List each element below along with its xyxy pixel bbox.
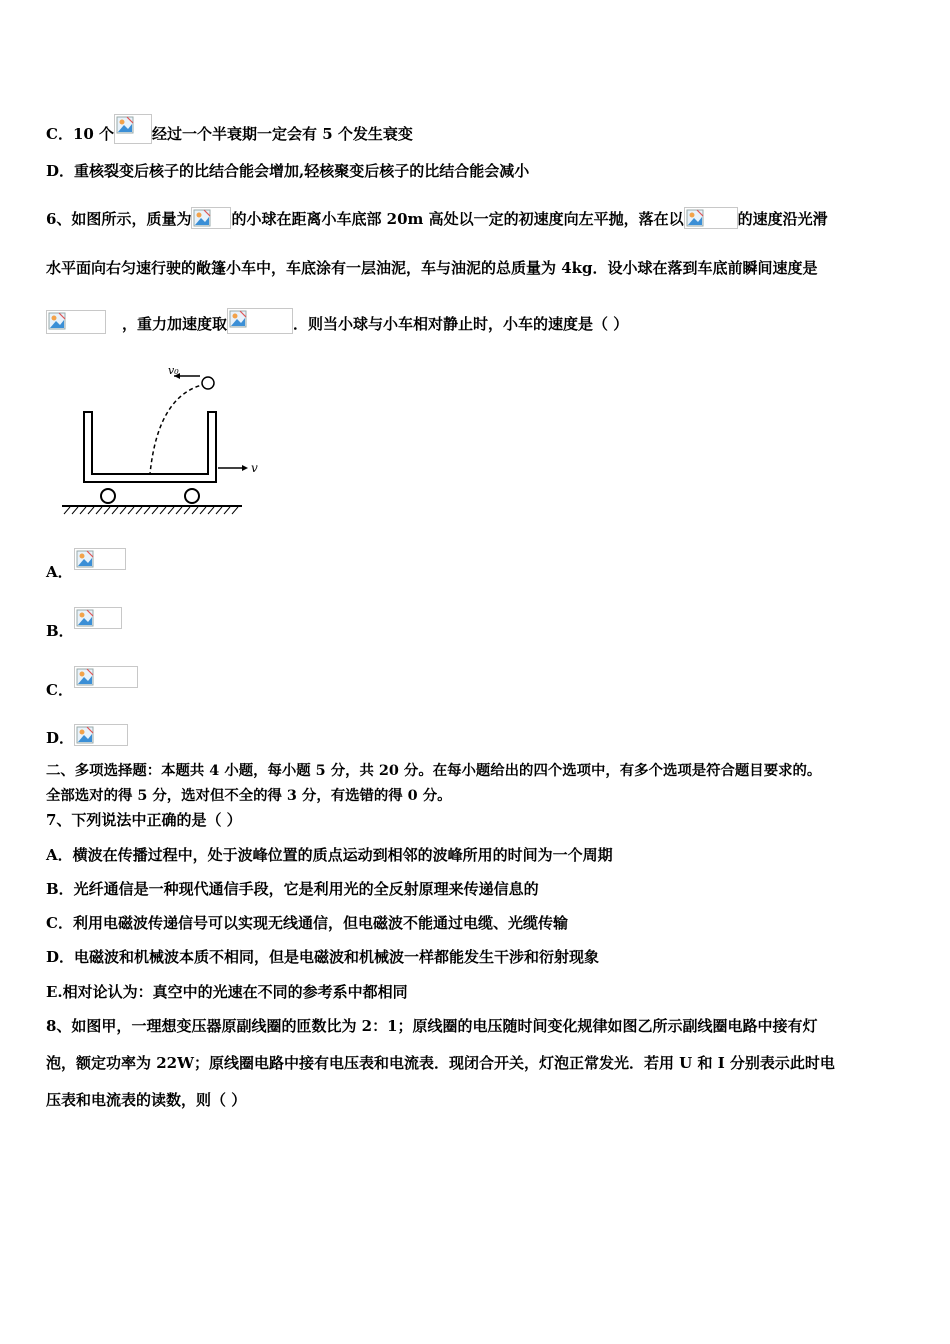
broken-image-icon (74, 548, 126, 570)
q6-option-a-label: A． (46, 563, 73, 581)
q6-option-d-label: D． (46, 729, 75, 747)
broken-image-icon (74, 724, 128, 746)
ground-hatching (64, 507, 238, 514)
broken-image-icon (684, 207, 738, 229)
cart-body (84, 412, 216, 482)
q7-stem: 7、下列说法中正确的是（ ） (46, 811, 242, 829)
q6-stem-line1 (46, 207, 828, 229)
q8-stem-line1: 8、如图甲，一理想变压器原副线圈的匝数比为 2：1；原线圈的电压随时间变化规律如图乙所示副线圈电路中接有灯 (46, 1017, 818, 1035)
ball (202, 377, 214, 389)
section2-heading-line2: 全部选对的得 5 分，选对但不全的得 3 分，有选错的得 0 分。 (46, 787, 452, 804)
q8-stem-line3: 压表和电流表的读数，则（ ） (46, 1091, 247, 1109)
q7-option-e[interactable]: E.相对论认为：真空中的光速在不同的参考系中都相同 (46, 983, 408, 1001)
q7-option-b[interactable]: B．光纤通信是一种现代通信手段，它是利用光的全反射原理来传递信息的 (46, 880, 539, 898)
v-arrowhead (242, 465, 248, 471)
section2-heading-line1: 二、多项选择题：本题共 4 小题，每小题 5 分，共 20 分。在每小题给出的四个选项中，有多个选项是符合题目要求的。 (46, 762, 822, 779)
q6-stem-part-b: 的小球在距离小车底部 20m 高处以一定的初速度向左平抛，落在以 (231, 210, 684, 228)
q6-stem-line3 (46, 308, 628, 334)
broken-image-icon (227, 308, 293, 334)
cart-wheel-right (185, 489, 199, 503)
cart-wheel-left (101, 489, 115, 503)
v0-label: v₀ (168, 364, 179, 377)
v-label: v (251, 461, 258, 475)
q7-option-a[interactable]: A．横波在传播过程中，处于波峰位置的质点运动到相邻的波峰所用的时间为一个周期 (46, 846, 613, 864)
q5-option-c-prefix: C．10 个 (46, 125, 115, 143)
broken-image-icon (46, 310, 106, 334)
q6-option-c-label: C． (46, 681, 73, 699)
broken-image-icon (74, 607, 122, 629)
q8-stem-line2: 泡，额定功率为 22W；原线圈电路中接有电压表和电流表．现闭合开关，灯泡正常发光．若用 U 和 I 分别表示此时电 (46, 1054, 835, 1072)
q7-option-c[interactable]: C．利用电磁波传递信号可以实现无线通信，但电磁波不能通过电缆、光缆传输 (46, 914, 568, 932)
broken-image-icon (114, 114, 152, 144)
broken-image-icon (191, 207, 231, 229)
q5-option-d: D．重核裂变后核子的比结合能会增加,轻核聚变后核子的比结合能会减小 (46, 162, 530, 180)
q6-stem-part-c: 的速度沿光滑 (737, 210, 828, 228)
q6-stem-line3-b: ．则当小球与小车相对静止时，小车的速度是（ ） (293, 315, 629, 333)
q7-option-d[interactable]: D．电磁波和机械波本质不相同，但是电磁波和机械波一样都能发生干涉和衍射现象 (46, 948, 600, 966)
q6-option-b-label: B． (46, 622, 74, 640)
q6-stem-part-a: 6、如图所示，质量为 (46, 210, 192, 228)
q6-stem-line2: 水平面向右匀速行驶的敞篷小车中，车底涂有一层油泥，车与油泥的总质量为 4kg．设小球在落到车底前瞬间速度是 (46, 259, 818, 277)
q5-option-c (46, 114, 413, 144)
q6-stem-line3-a: ，重力加速度取 (122, 315, 228, 333)
q5-option-c-text: 经过一个半衰期一定会有 5 个发生衰变 (152, 125, 413, 143)
ball-trajectory (150, 384, 206, 474)
broken-image-icon (74, 666, 138, 688)
cart-ball-figure (58, 364, 268, 516)
